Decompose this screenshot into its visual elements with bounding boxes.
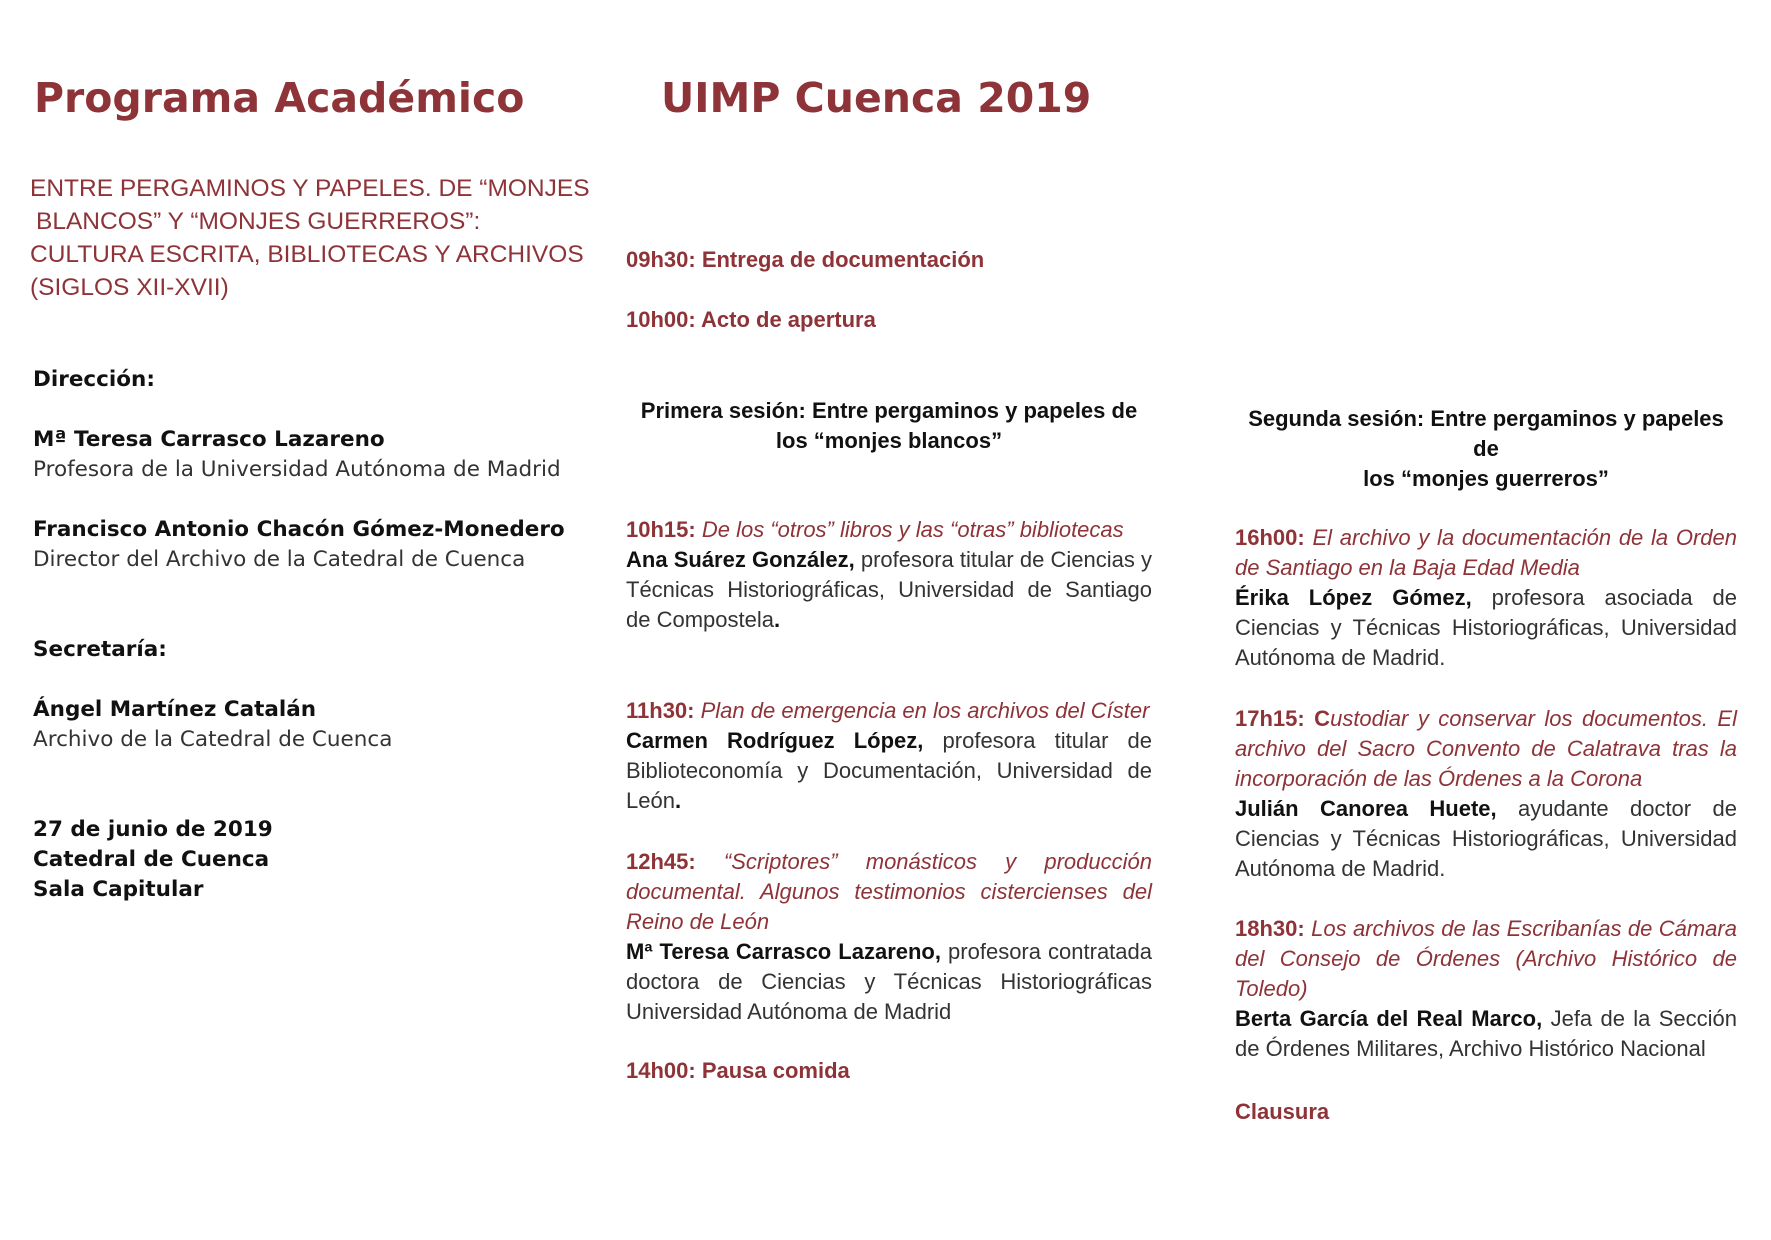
- talk-item: [1235, 704, 1737, 884]
- talk-affiliation: profesora asociada de Ciencias y Técnicas Historiográficas, Universidad Autónoma de Madrid.: [1235, 585, 1737, 670]
- talk-item: [626, 847, 1152, 1027]
- talk-speaker: Carmen Rodríguez López,: [626, 728, 924, 753]
- event-date: 27 de junio de 2019: [33, 817, 273, 842]
- talk-speaker: Ana Suárez González,: [626, 547, 855, 572]
- schedule-item: 09h30: Entrega de documentación: [626, 247, 985, 272]
- program-title: Programa Académico: [34, 74, 525, 122]
- lunch-break: 14h00: Pausa comida: [626, 1058, 850, 1083]
- session2-title: [1235, 404, 1737, 494]
- talk-affiliation: Jefa de la Sección de Órdenes Militares, Archivo Histórico Nacional: [1235, 1006, 1738, 1061]
- talk-speaker: Mª Teresa Carrasco Lazareno,: [626, 939, 941, 964]
- event-place: Catedral de Cuenca: [33, 847, 270, 872]
- talk-time: 18h30:: [1235, 916, 1305, 941]
- talk-affiliation: profesora titular de Biblioteconomía y Documentación, Universidad de León: [626, 728, 1152, 813]
- event-title: UIMP Cuenca 2019: [661, 74, 1092, 122]
- talk-title: ustodiar y conservar los documentos. El archivo del Sacro Convento de Calatrava tras la incorporación de las Órdenes a la Corona: [1235, 706, 1737, 791]
- talk-title: Los archivos de las Escribanías de Cámara del Consejo de Órdenes (Archivo Histórico de Toledo): [1235, 916, 1737, 1001]
- secretary-name: Ángel Martínez Catalán: [33, 697, 317, 722]
- left-column: [33, 365, 570, 905]
- session2-title-line: los “monjes guerreros”: [1363, 466, 1609, 491]
- talk-affiliation: profesora titular de Ciencias y Técnicas Historiográficas, Universidad de Santiago de Compostela: [626, 547, 1152, 632]
- talk-time: 17h15: C: [1235, 706, 1331, 731]
- director-role: Director del Archivo de la Catedral de Cuenca: [33, 547, 526, 572]
- talk-end: .: [674, 788, 682, 813]
- session2-title-line: Segunda sesión: Entre pergaminos y papeles de: [1248, 406, 1724, 461]
- talk-time: 16h00:: [1235, 525, 1305, 550]
- direction-heading: Dirección:: [33, 367, 155, 392]
- talk-title: Plan de emergencia en los archivos del Císter: [700, 698, 1150, 723]
- talk-item: [626, 696, 1152, 816]
- event-room: Sala Capitular: [33, 877, 204, 902]
- talk-end: .: [773, 607, 781, 632]
- secretary-role: Archivo de la Catedral de Cuenca: [33, 727, 393, 752]
- talk-speaker: Érika López Gómez,: [1235, 585, 1472, 610]
- schedule-item: 10h00: Acto de apertura: [626, 307, 876, 332]
- talk-speaker: Julián Canorea Huete,: [1235, 796, 1497, 821]
- talk-item: [626, 515, 1152, 635]
- session1-title: [626, 396, 1152, 456]
- talk-title: “Scriptores” monásticos y producción documental. Algunos testimonios cistercienses del Reino de León: [626, 849, 1152, 934]
- talk-item: [1235, 914, 1737, 1064]
- course-title: [30, 172, 590, 304]
- course-title-line: (SIGLOS XII-XVII): [30, 274, 229, 301]
- talk-speaker: Berta García del Real Marco,: [1235, 1006, 1543, 1031]
- session1-title-line: los “monjes blancos”: [775, 428, 1003, 453]
- talk-affiliation: profesora contratada doctora de Ciencias y Técnicas Historiográficas Universidad Autónoma de Madrid: [626, 939, 1152, 1024]
- talk-time: 11h30:: [626, 698, 695, 723]
- course-title-line: BLANCOS” Y “MONJES GUERREROS”:: [36, 208, 481, 235]
- director-role: Profesora de la Universidad Autónoma de Madrid: [33, 457, 561, 482]
- talk-title: De los “otros” libros y las “otras” bibliotecas: [701, 517, 1124, 542]
- talk-time: 12h45:: [626, 849, 696, 874]
- session1-title-line: Primera sesión: Entre pergaminos y papeles de: [640, 398, 1138, 423]
- talk-time: 10h15:: [626, 517, 696, 542]
- course-title-line: CULTURA ESCRITA, BIBLIOTECAS Y ARCHIVOS: [30, 241, 584, 268]
- talk-item: [1235, 523, 1737, 673]
- director-name: Mª Teresa Carrasco Lazareno: [33, 427, 385, 452]
- closing: Clausura: [1235, 1099, 1330, 1124]
- talk-title: El archivo y la documentación de la Orden de Santiago en la Baja Edad Media: [1235, 525, 1737, 580]
- director-name: Francisco Antonio Chacón Gómez-Monedero: [33, 517, 565, 542]
- secretary-heading: Secretaría:: [33, 637, 167, 662]
- talk-affiliation: ayudante doctor de Ciencias y Técnicas Historiográficas, Universidad Autónoma de Madrid.: [1235, 796, 1737, 881]
- course-title-line: ENTRE PERGAMINOS Y PAPELES. DE “MONJES: [30, 175, 590, 202]
